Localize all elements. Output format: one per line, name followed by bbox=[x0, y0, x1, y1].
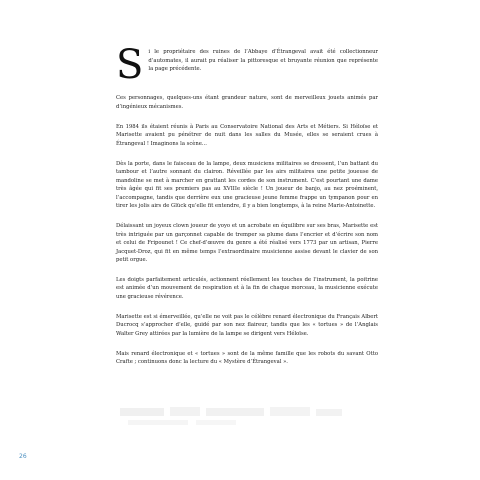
paragraph-4: Dès la porte, dans le faisceau de la lampe, deux musiciens militaires se dressent, l’un battant du tambour et l’autre sonnant du clairon. Réveillée par les airs militaires une petite joueuse de mandoline se met à marcher en grattant les cordes de son instrument. C’est pourtant une dame très âgée qui fit ses premiers pas au XVIIIe siècle ! Un joueur de banjo, au nez proéminent, l’accompagne, tandis que derrière eux une gracieuse jeune femme frappe un tympanon pour en tirer les jolis airs de Glück qu’elle fit entendre, il y a bien longtemps, à la reine Marie-Antoinette. bbox=[116, 160, 378, 210]
faded-bleed-through-decoration bbox=[118, 402, 348, 428]
paragraph-7: Marisette est si émerveillée, qu’elle ne voit pas le célèbre renard électronique du Français Albert Ducrocq s’approcher d’elle, guidé par son nez flaireur, tandis que les « tortues » de l’Anglais Walter Grey attirées par la lumière de la lampe se dirigent vers Héloïse. bbox=[116, 313, 378, 337]
page-number: 26 bbox=[19, 453, 27, 460]
paragraph-2: Ces personnages, quelques-uns étant grandeur nature, sont de merveilleux jouets animés par d’ingénieux mécanismes. bbox=[116, 95, 378, 110]
article-body bbox=[116, 42, 378, 378]
drop-cap-letter: S bbox=[116, 42, 144, 88]
show-through-text bbox=[118, 402, 348, 428]
paragraph-1 bbox=[116, 42, 378, 88]
paragraph-8: Mais renard électronique et « tortues » sont de la même famille que les robots du savant Otto Crafte ; continuons donc la lecture du « Mystère d’Étrangeval ». bbox=[116, 350, 378, 366]
paragraph-1-text: i le propriétaire des ruines de l’Abbaye d’Étrangeval avait été collectionneur d’automates, il aurait pu réaliser la pittoresque et bruyante réunion que représente la page précédente. bbox=[148, 49, 378, 72]
paragraph-3: En 1984 ils étaient réunis à Paris au Conservatoire National des Arts et Métiers. Si Héloïse et Marisette avaient pu pénétrer de nuit dans les salles du Musée, elles se seraient crues à Étrangeval ! Imaginons la scène... bbox=[116, 123, 378, 147]
paragraph-5: Délaissant un joyeux clown joueur de yoyo et un acrobate en équilibre sur ses bras, Marisette est très intriguée par un garçonnet capable de tremper sa plume dans l’encrier et d’écrire son nom et celui de Fripounet ! Ce chef-d’œuvre du genre a été réalisé vers 1773 par un artisan, Pierre Jacquet-Droz, qui fit en même temps l’extraordinaire musicienne assise devant le clavier de son petit orgue. bbox=[116, 223, 378, 264]
paragraph-6: Les doigts parfaitement articulés, actionnent réellement les touches de l’instrument, la poitrine est animée d’un mouvement de respiration et à la fin de chaque morceau, la musicienne exécute une gracieuse révérence. bbox=[116, 276, 378, 300]
